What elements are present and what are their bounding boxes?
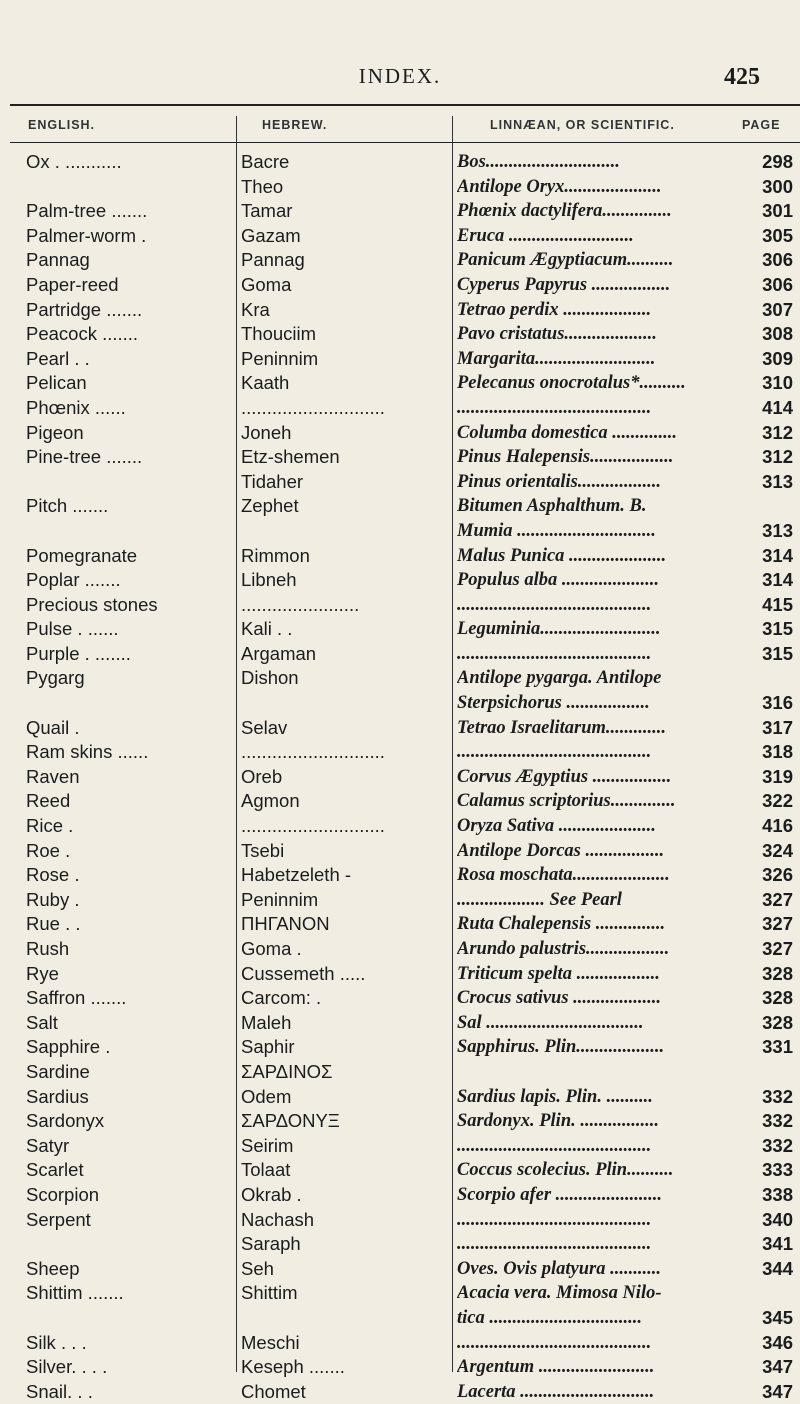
hebrew-name: Meschi [241,1331,300,1353]
english-name: Scorpion [26,1183,100,1205]
english-name: Poplar ....... [26,569,121,591]
index-row [0,888,800,913]
scientific-name: Panicum Ægyptiacum.......... [457,250,674,271]
scientific-name: Corvus Ægyptius ................. [457,766,672,787]
scientific-name: Calamus scriptorius.............. [457,791,676,812]
scientific-name: Arundo palustris.................. [457,939,670,959]
hebrew-name: ............................ [241,815,385,837]
scientific-name: Triticum spelta .................. [457,963,660,984]
english-name: Sardine [26,1060,90,1082]
scientific-name: Columba domestica .............. [457,422,677,443]
scientific-name: Sal .................................. [457,1012,644,1033]
index-row [0,1331,800,1356]
page-ref: 327 [762,913,793,935]
index-row [0,1183,800,1208]
scientific-name: Cyperus Papyrus ................. [457,274,671,295]
hebrew-name: Saphir [241,1036,295,1058]
scientific-name: Coccus scolecius. Plin.......... [457,1160,674,1181]
english-name: Palmer-worm . [26,224,147,246]
hebrew-name: Libneh [241,569,297,591]
page-ref: 313 [762,519,793,541]
english-name: Ram skins ...... [26,741,149,763]
page-ref: 415 [762,593,793,615]
english-name: Phœnix ...... [26,396,126,418]
page-ref: 300 [762,175,793,197]
page-ref: 324 [762,839,793,861]
index-row [0,593,800,618]
hebrew-name: Tidaher [241,470,304,492]
index-row [0,1158,800,1183]
page-ref: 322 [762,790,793,812]
hebrew-name: ............................ [241,741,385,763]
index-row [0,1281,800,1330]
scientific-name: Malus Punica ..................... [457,545,667,566]
page-ref: 306 [762,273,793,295]
scientific-name: .......................................... [457,1209,652,1230]
page-ref: 327 [762,938,793,959]
hebrew-name: Keseph ....... [241,1356,345,1378]
scientific-name: Pavo cristatus.................... [457,324,657,345]
page-ref: 314 [762,569,793,591]
hebrew-name: Kali . . [241,618,293,640]
hebrew-name: Joneh [241,421,292,443]
index-row [0,371,800,396]
english-name: Sardius [26,1085,89,1107]
index-row [0,1109,800,1134]
english-name: Peacock ....... [26,323,139,345]
page-ref: 313 [762,470,793,492]
scientific-name: Antilope Dorcas ................. [457,840,665,861]
english-name: Paper-reed [26,273,119,295]
index-row [0,298,800,323]
page-ref: 328 [762,987,793,1009]
english-name: Reed [26,790,71,812]
english-name: Palm-tree ....... [26,200,148,222]
hebrew-name: Zephet [241,495,299,517]
hebrew-name: Bacre [241,151,290,172]
index-row [0,912,800,937]
scientific-name: .......................................... [457,643,652,664]
english-name: Pannag [26,249,90,271]
scientific-name: .......................................... [457,1234,652,1255]
page-ref: 347 [762,1380,793,1402]
hebrew-name: Pannag [241,249,305,271]
page-ref: 312 [762,421,793,443]
index-row [0,396,800,421]
page-title: INDEX. [358,64,442,88]
page-ref: 298 [762,151,793,172]
scientific-name: ................... See Pearl [457,889,622,910]
english-name: Pine-tree ....... [26,446,143,468]
column-header-latin: LINNÆAN, OR SCIENTIFIC. [490,118,675,132]
scientific-name: Acacia vera. Mimosa Nilo- [457,1283,662,1304]
hebrew-name: Carcom: . [241,987,322,1009]
scientific-name: Pinus Halepensis.................. [457,447,674,468]
english-name: Rye [26,962,59,984]
hebrew-name: Seh [241,1257,274,1279]
page-ref: 308 [762,323,793,345]
index-row [0,642,800,667]
scientific-name: Sardius lapis. Plin. .......... [457,1086,653,1107]
scientific-name: Oryza Sativa ..................... [457,816,656,837]
page-ref: 345 [762,1306,793,1328]
index-row [0,1208,800,1233]
index-row [0,1355,800,1380]
english-name: Snail. . . [26,1380,93,1402]
page-ref: 326 [762,864,793,886]
hebrew-name: ΣΑΡΔΟΝΥΞ [241,1110,340,1132]
english-name: Ox . ........... [26,151,122,172]
hebrew-name: Odem [241,1085,292,1107]
english-name: Rose . [26,864,80,886]
index-row [0,1035,800,1060]
hebrew-name: Etz-shemen [241,446,340,468]
hebrew-name: Agmon [241,790,300,812]
scientific-name: Bitumen Asphalthum. B. [457,496,647,517]
hebrew-name: Tsebi [241,839,285,861]
column-headers [0,118,800,142]
column-header-page: PAGE [742,118,781,132]
hebrew-name: Maleh [241,1011,292,1033]
index-row [0,863,800,888]
scientific-name: Rosa moschata..................... [457,865,670,886]
page-ref: 346 [762,1331,793,1353]
page-ref: 305 [762,224,793,246]
index-row [0,1257,800,1282]
page-ref: 315 [762,642,793,664]
index-row [0,617,800,642]
hebrew-name: Kaath [241,372,290,394]
hebrew-name: Shittim [241,1282,298,1304]
english-name: Rue . . [26,913,81,935]
index-row [0,1060,800,1109]
scientific-name: Antilope Oryx..................... [457,176,662,197]
hebrew-name: Dishon [241,667,299,689]
scientific-name: Bos............................. [457,152,620,172]
running-head [0,64,800,100]
index-row [0,544,800,569]
english-name: Partridge ....... [26,298,143,320]
scientific-name: .......................................... [457,594,652,615]
index-row [0,1011,800,1036]
page-ref: 344 [762,1257,793,1279]
scientific-name: .......................................... [457,397,652,418]
scientific-name: .......................................... [457,1332,652,1353]
index-row [0,322,800,347]
english-name: Precious stones [26,593,158,615]
scientific-name: Mumia .............................. [457,520,656,541]
page-ref: 416 [762,815,793,837]
hebrew-name: Peninnim [241,888,319,910]
hebrew-name: ....................... [241,593,360,615]
scientific-name: Populus alba ..................... [457,570,659,591]
hebrew-name: Peninnim [241,347,319,369]
scientific-name: Sardonyx. Plin. ................. [457,1111,659,1132]
hebrew-name: ΣΑΡΔΙΝΟΣ [241,1060,333,1082]
page-ref: 332 [762,1085,793,1107]
hebrew-name: Cussemeth ..... [241,962,366,984]
page-ref: 340 [762,1208,793,1230]
hebrew-name: Oreb [241,765,283,787]
index-row [0,568,800,593]
column-header-english: ENGLISH. [28,118,96,132]
english-name: Serpent [26,1208,91,1230]
header-rule [10,142,800,143]
scientific-name: Phœnix dactylifera............... [457,201,672,222]
scientific-name: Lacerta ............................. [457,1381,655,1402]
page-ref: 328 [762,962,793,984]
english-name: Saffron ....... [26,987,127,1009]
english-name: Pitch ....... [26,495,109,517]
index-row [0,1380,800,1404]
index-row [0,986,800,1011]
english-name: Sapphire . [26,1036,111,1058]
page-ref: 338 [762,1183,793,1205]
page-ref: 332 [762,1134,793,1156]
english-name: Pearl . . [26,347,90,369]
hebrew-name: ............................ [241,396,385,418]
english-name: Scarlet [26,1159,84,1181]
top-rule [10,104,800,106]
english-name: Rice . [26,815,74,837]
page-ref: 414 [762,396,793,418]
english-name: Satyr [26,1134,70,1156]
scientific-name: Sterpsichorus .................. [457,693,650,714]
scientific-name: Crocus sativus ................... [457,988,662,1009]
index-entries [0,150,800,1404]
english-name: Shittim ....... [26,1282,124,1304]
hebrew-name: Okrab . [241,1183,302,1205]
hebrew-name: Thouciim [241,323,317,345]
scientific-name: Tetrao perdix ................... [457,299,652,320]
scientific-name: Pelecanus onocrotalus*.......... [457,373,686,394]
hebrew-name: Argaman [241,642,317,664]
hebrew-name: Rimmon [241,544,310,566]
page-ref: 328 [762,1011,793,1033]
page-ref: 309 [762,347,793,369]
hebrew-name: Saraph [241,1233,301,1255]
page-ref: 316 [762,692,793,714]
english-name: Rush [26,938,70,959]
english-name: Purple . ....... [26,642,131,664]
scientific-name: Leguminia.......................... [457,619,661,640]
scientific-name: tica ................................. [457,1307,642,1328]
page-ref: 317 [762,716,793,738]
page-ref: 318 [762,741,793,763]
page-ref: 332 [762,1110,793,1132]
scientific-name: Scorpio afer ....................... [457,1184,663,1205]
index-row [0,765,800,790]
english-name: Pygarg [26,667,85,689]
page-ref: 310 [762,372,793,394]
index-row [0,1134,800,1159]
scientific-name: Pinus orientalis.................. [457,471,662,492]
page-ref: 301 [762,200,793,222]
scientific-name: .......................................... [457,1135,652,1156]
scientific-name: Antilope pygarga. Antilope [457,668,662,689]
english-name: Ruby . [26,888,80,910]
page-ref: 341 [762,1233,793,1255]
index-row [0,789,800,814]
hebrew-name: Theo [241,175,284,197]
english-name: Quail . [26,716,80,738]
index-row [0,175,800,200]
english-name: Sheep [26,1257,80,1279]
scientific-name: Margarita.......................... [457,348,656,369]
page-ref: 319 [762,765,793,787]
hebrew-name: Tamar [241,200,293,222]
hebrew-name: Chomet [241,1380,306,1402]
index-row [0,814,800,839]
english-name: Pelican [26,372,87,394]
hebrew-name: Selav [241,716,288,738]
hebrew-name: Goma . [241,938,302,959]
page-ref: 314 [762,544,793,566]
index-row [0,494,800,543]
page-ref: 312 [762,446,793,468]
scientific-name: Sapphirus. Plin................... [457,1037,665,1058]
index-row [0,716,800,741]
index-row [0,150,800,175]
page-ref: 306 [762,249,793,271]
scientific-name: Oves. Ovis platyura ........... [457,1258,661,1279]
english-name: Pomegranate [26,544,138,566]
page-ref: 347 [762,1356,793,1378]
hebrew-name: ΠΗΓΑΝΟΝ [241,913,330,935]
index-row [0,666,800,715]
hebrew-name: Seirim [241,1134,294,1156]
english-name: Roe . [26,839,71,861]
index-row [0,421,800,446]
hebrew-name: Habetzeleth - [241,864,352,886]
english-name: Salt [26,1011,58,1033]
index-row [0,248,800,273]
index-row [0,273,800,298]
scientific-name: Argentum ......................... [457,1357,655,1378]
english-name: Sardonyx [26,1110,105,1132]
scientific-name: .......................................... [457,742,652,763]
page-ref: 315 [762,618,793,640]
index-row [0,199,800,224]
scientific-name: Ruta Chalepensis ............... [457,914,666,935]
hebrew-name: Goma [241,273,292,295]
index-row [0,839,800,864]
index-row [0,962,800,987]
index-row [0,740,800,765]
english-name: Pulse . ...... [26,618,119,640]
index-row [0,1232,800,1257]
hebrew-name: Tolaat [241,1159,291,1181]
page-ref: 327 [762,888,793,910]
column-header-hebrew: HEBREW. [262,118,328,132]
english-name: Silk . . . [26,1331,87,1353]
page-ref: 307 [762,298,793,320]
english-name: Pigeon [26,421,84,443]
page-number: 425 [724,64,760,90]
english-name: Silver. . . . [26,1356,108,1378]
index-row [0,445,800,470]
index-row [0,224,800,249]
index-row [0,347,800,372]
hebrew-name: Kra [241,298,270,320]
page-ref: 331 [762,1036,793,1058]
index-row [0,937,800,962]
page-ref: 333 [762,1159,793,1181]
hebrew-name: Gazam [241,224,301,246]
english-name: Raven [26,765,80,787]
scientific-name: Tetrao Israelitarum............. [457,717,667,738]
scientific-name: Eruca ........................... [457,225,634,246]
hebrew-name: Nachash [241,1208,315,1230]
index-row [0,470,800,495]
